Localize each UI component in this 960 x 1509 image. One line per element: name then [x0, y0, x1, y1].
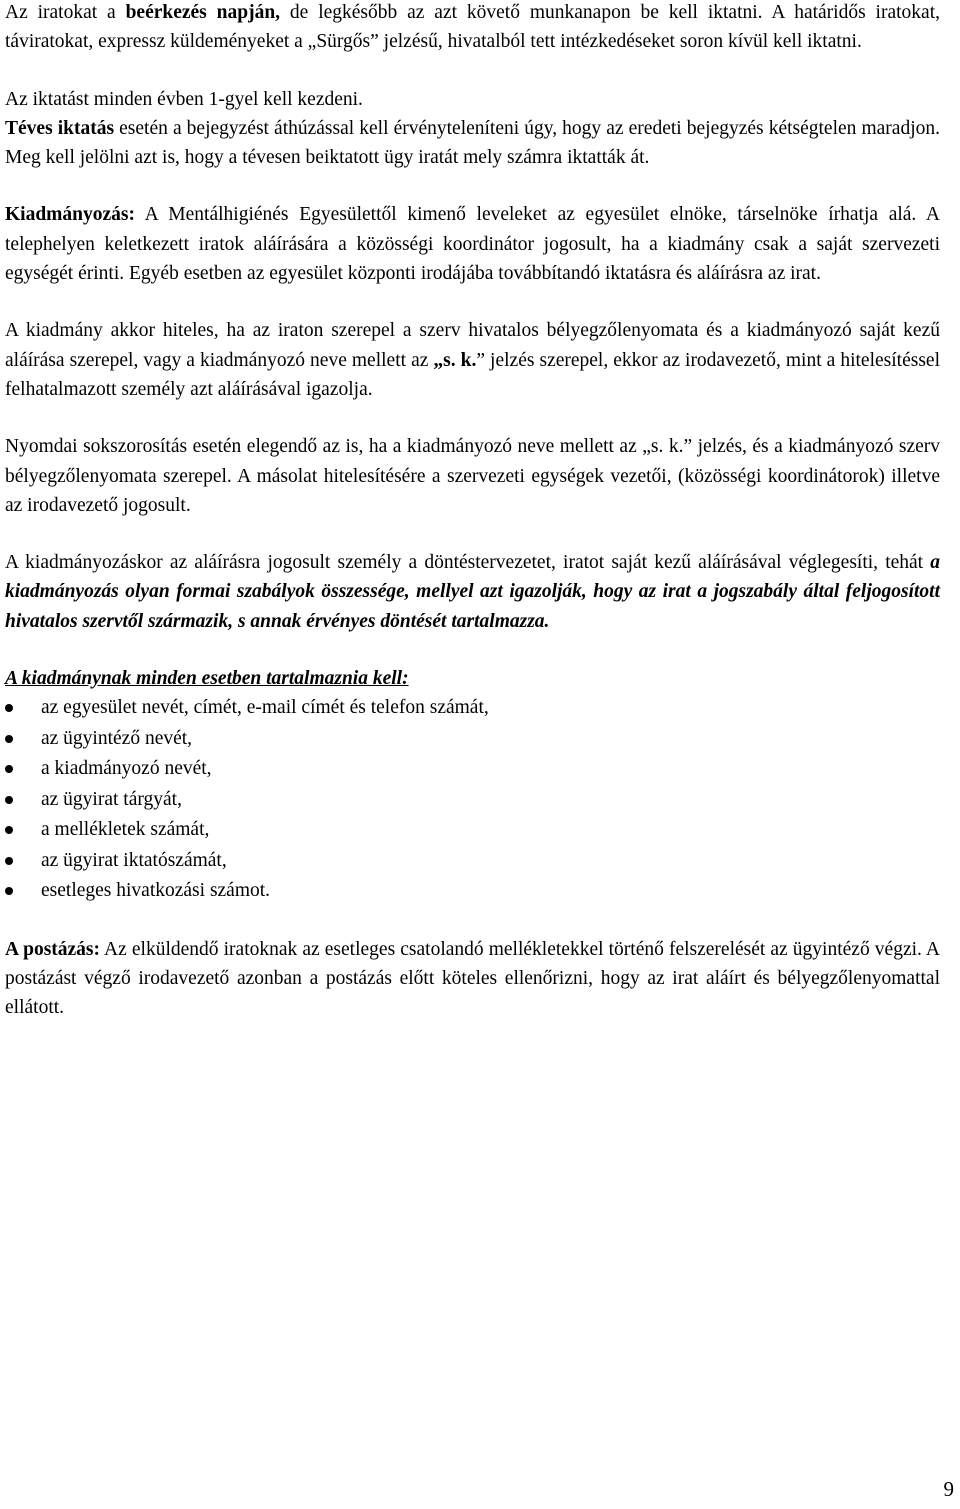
page-number: 9 [943, 1477, 954, 1501]
document-page [5, 0, 940, 1023]
list-item [5, 693, 940, 724]
text-run: A kiadmányozáskor az aláírásra jogosult személy a döntéstervezetet, iratot saját kezű aláírásával véglegesíti, tehát [5, 552, 931, 574]
text-run: A kiadmány akkor hiteles, ha az iraton szerepel a szerv hivatalos bélyegzőlenyomata és a kiadmányozó saját kezű aláírása szerepel, vagy a kiadmányozó neve mellett az [5, 320, 940, 371]
bullet-icon [5, 826, 13, 834]
paragraph-definition [5, 548, 940, 636]
text-run: esetén a bejegyzést áthúzással kell érvényteleníteni úgy, hogy az eredeti bejegyzés kétségtelen maradjon. Meg kell jelölni azt is, hogy a tévesen beiktatott ügy iratát mely számra iktatták át. [5, 117, 941, 169]
paragraph-registration [5, 0, 940, 57]
list-item-text: az ügyintéző nevét, [41, 727, 193, 749]
list-heading [5, 664, 940, 693]
list-item [5, 754, 940, 785]
emphasis-bold-italic: a kiadmányozás olyan formai szabályok összessége, mellyel azt igazolják, hogy az irat a jogszabály által feljogosított hivatalos szervtől származik, s annak érvényes döntését tartalmazza. [5, 552, 940, 632]
paragraph-numbering [5, 85, 940, 173]
list-item-text: az ügyirat iktatószámát, [41, 849, 227, 871]
emphasis-bold: A postázás: [5, 938, 101, 960]
text-run: Nyomdai sokszorosítás esetén elegendő az is, ha a kiadmányozó neve mellett az „s. k.” jelzés, és a kiadmányozó szerv bélyegzőlenyomata szerepel. A másolat hitelesítésére a szervezeti egységek vezetői, (közösségi koordinátorok) illetve az irodavezető jogosult. [5, 436, 940, 516]
emphasis-bold: beérkezés napján, [125, 2, 281, 23]
list-item [5, 876, 940, 907]
bullet-icon [5, 704, 13, 712]
text-run: ” jelzés szerepel, ekkor az irodavezető, mint a hitelesítéssel felhatalmazott személy azt aláírásával igazolja. [5, 349, 940, 400]
text-run: Az elküldendő iratoknak az esetleges csatolandó mellékletekkel történő felszerelését az ügyintéző végzi. A postázást végző irodavezető azonban a postázás előtt köteles ellenőrizni, hogy az irat aláírt és bélyegzőlenyomattal ellátott. [5, 938, 940, 1019]
bullet-icon [5, 735, 13, 743]
text-run: A Mentálhigiénés Egyesülettől kimenő leveleket az egyesület elnöke, társelnöke írhatja alá. A telephelyen keletkezett iratok aláírására a közösségi koordinátor jogosult, ha a kiadmány csak a saját szervezeti egységét érinti. Egyéb esetben az egyesület központi irodájába továbbítandó iktatásra és aláírásra az irat. [5, 204, 940, 285]
text-run: de legkésőbb az azt követő munkanapon be kell iktatni. A határidős iratokat, táviratokat, expressz küldeményeket a „Sürgős” jelzésű, hivatalból tett intézkedéseket soron kívül kell iktatni. [5, 2, 940, 53]
bullet-icon [5, 796, 13, 804]
list-item-text: az ügyirat tárgyát, [41, 788, 182, 810]
list-item-text: a kiadmányozó nevét, [41, 758, 212, 780]
emphasis-bold: Kiadmányozás: [5, 204, 136, 226]
bullet-icon [5, 857, 13, 865]
emphasis-bold: „s. k. [433, 349, 477, 371]
paragraph-authenticity [5, 316, 940, 404]
list-item-text: esetleges hivatkozási számot. [41, 880, 271, 902]
list-item [5, 724, 940, 755]
text-run: Az iktatást minden évben 1-gyel kell kezdeni. [5, 88, 363, 110]
requirements-list [5, 693, 940, 907]
paragraph-posting [5, 935, 940, 1023]
paragraph-printing [5, 432, 940, 520]
list-item-text: az egyesület nevét, címét, e-mail címét és telefon számát, [41, 697, 489, 719]
text-run: Az iratokat a [5, 2, 126, 23]
list-item [5, 846, 940, 877]
bullet-icon [5, 887, 13, 895]
bullet-icon [5, 765, 13, 773]
list-item-text: a mellékletek számát, [41, 819, 210, 841]
emphasis-bold: Téves iktatás [5, 117, 115, 139]
list-heading-text: A kiadmánynak minden esetben tartalmaznia kell: [5, 668, 409, 690]
list-item [5, 785, 940, 816]
paragraph-signing [5, 200, 940, 288]
list-item [5, 815, 940, 846]
